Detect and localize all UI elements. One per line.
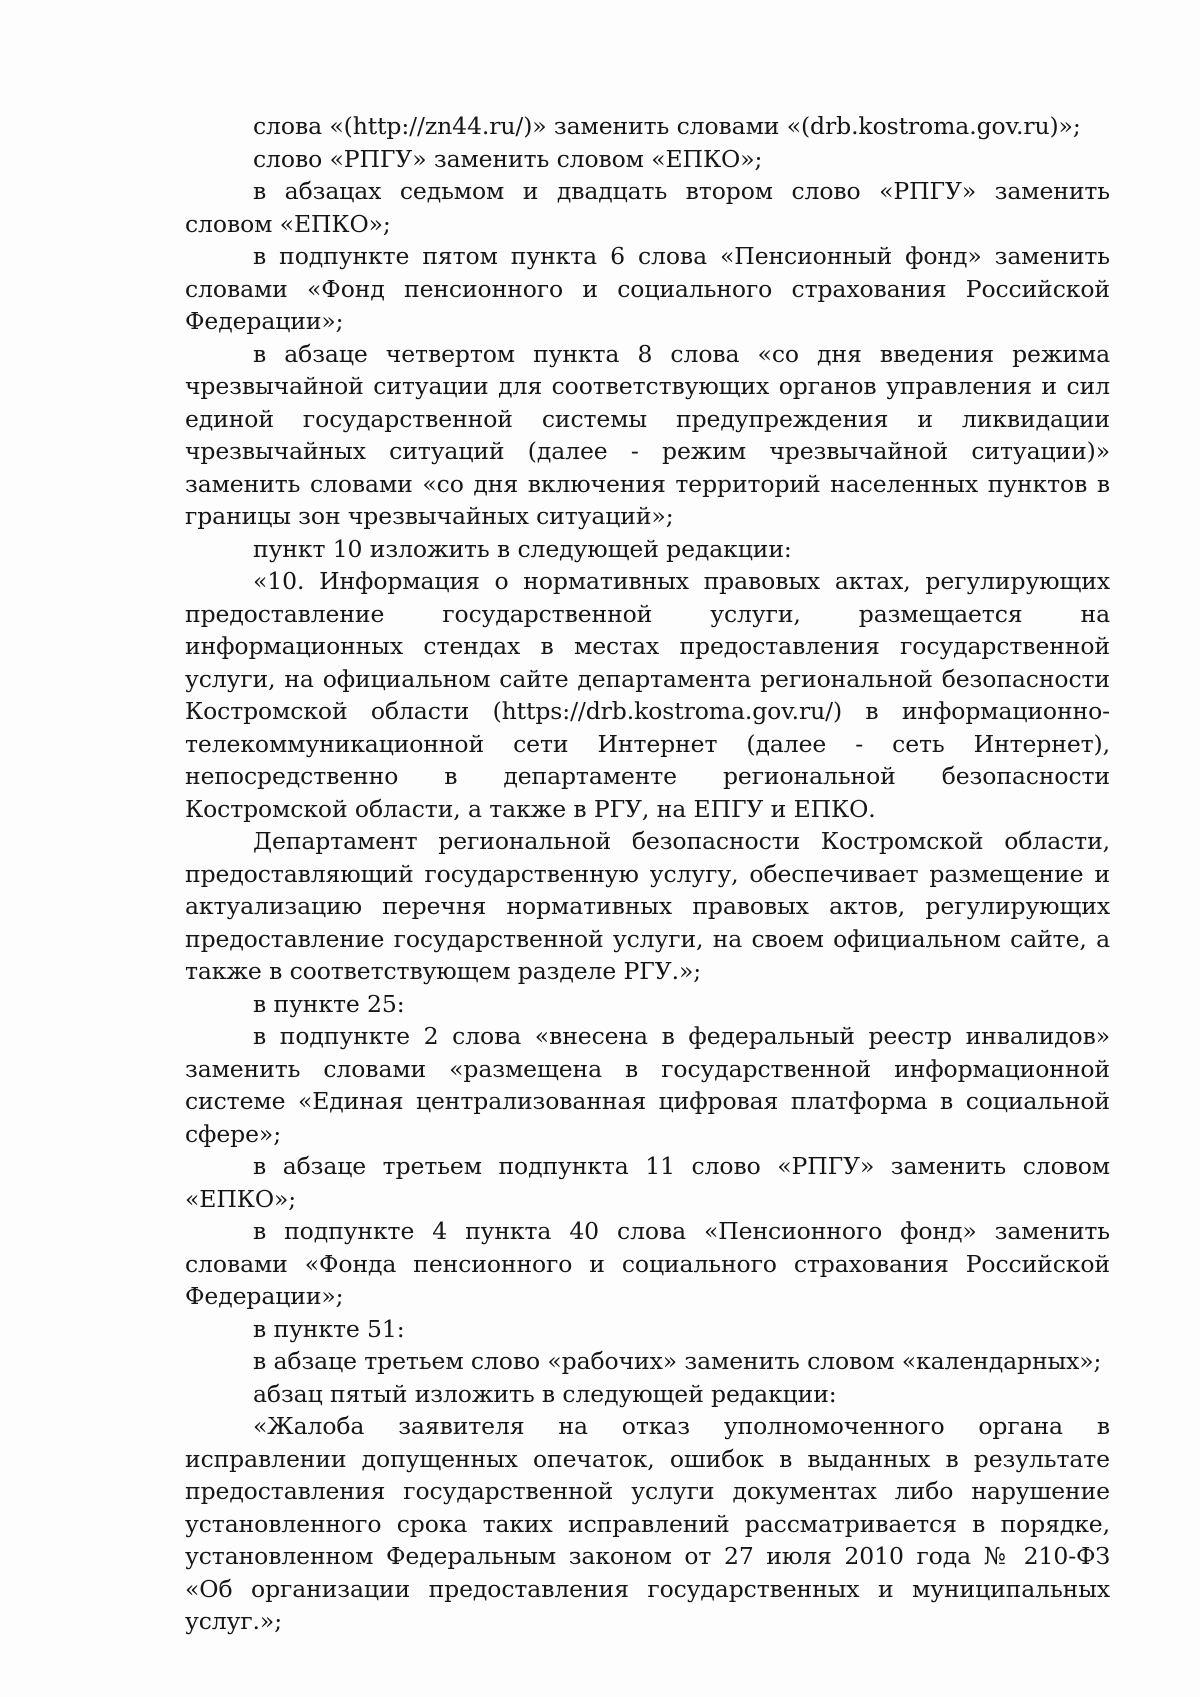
paragraph: в абзаце третьем слово «рабочих» заменить словом «календарных»; — [253, 1347, 1102, 1375]
paragraph: «Жалоба заявителя на отказ уполномоченного органа в исправлении допущенных опечаток, ошибок в выданных в результате предоставления государственной услуги документах либо нарушение установленного срока таких исправлений рассматривается в порядке, установленном Федеральным законом от 27 июля 2010 года № 210-ФЗ «Об организации предоставления государственных и муниципальных услуг.»; — [185, 1412, 1110, 1635]
paragraph: в абзацах седьмом и двадцать втором слово «РПГУ» заменить словом «ЕПКО»; — [185, 177, 1110, 238]
paragraph: в абзаце третьем подпункта 11 слово «РПГУ» заменить словом «ЕПКО»; — [185, 1152, 1110, 1213]
paragraph: в подпункте пятом пункта 6 слова «Пенсионный фонд» заменить словами «Фонд пенсионного и социального страхования Российской Федерации»; — [185, 242, 1110, 335]
paragraph: «10. Информация о нормативных правовых актах, регулирующих предоставление государственной услуги, размещается на информационных стендах в местах предоставления государственной услуги, на официальном сайте департамента региональной безопасности Костромской области (https://drb.kostroma.gov.ru/) в информационно-телекоммуникационной сети Интернет (далее - сеть Интернет), непосредственно в департаменте региональной безопасности Костромской области, а также в РГУ, на ЕПГУ и ЕПКО. — [185, 567, 1110, 823]
paragraph: пункт 10 изложить в следующей редакции: — [253, 534, 792, 563]
paragraph: в абзаце четвертом пункта 8 слова «со дня введения режима чрезвычайной ситуации для соответствующих органов управления и сил единой государственной системы предупреждения и ликвидации чрезвычайных ситуаций (далее - режим чрезвычайной ситуации)» заменить словами «со дня включения территорий населенных пунктов в границы зон чрезвычайных ситуаций»; — [185, 339, 1110, 530]
paragraph: абзац пятый изложить в следующей редакции: — [253, 1379, 837, 1408]
paragraph: слова «(http://zn44.ru/)» заменить словами «(drb.kostroma.gov.ru)»; — [253, 112, 1081, 140]
paragraph: Департамент региональной безопасности Костромской области, предоставляющий государственную услугу, обеспечивает размещение и актуализацию перечня нормативных правовых актов, регулирующих предоставление государственной услуги, на своем официальном сайте, а также в соответствующем разделе РГУ.»; — [185, 827, 1110, 985]
paragraph: в пункте 25: — [253, 989, 405, 1018]
document-body — [185, 110, 1110, 1638]
paragraph: в пункте 51: — [253, 1314, 405, 1343]
paragraph: в подпункте 4 пункта 40 слова «Пенсионного фонд» заменить словами «Фонда пенсионного и социального страхования Российской Федерации»; — [185, 1217, 1110, 1310]
paragraph: в подпункте 2 слова «внесена в федеральный реестр инвалидов» заменить словами «размещена в государственной информационной системе «Единая централизованная цифровая платформа в социальной сфере»; — [185, 1022, 1110, 1148]
paragraph: слово «РПГУ» заменить словом «ЕПКО»; — [253, 144, 763, 173]
